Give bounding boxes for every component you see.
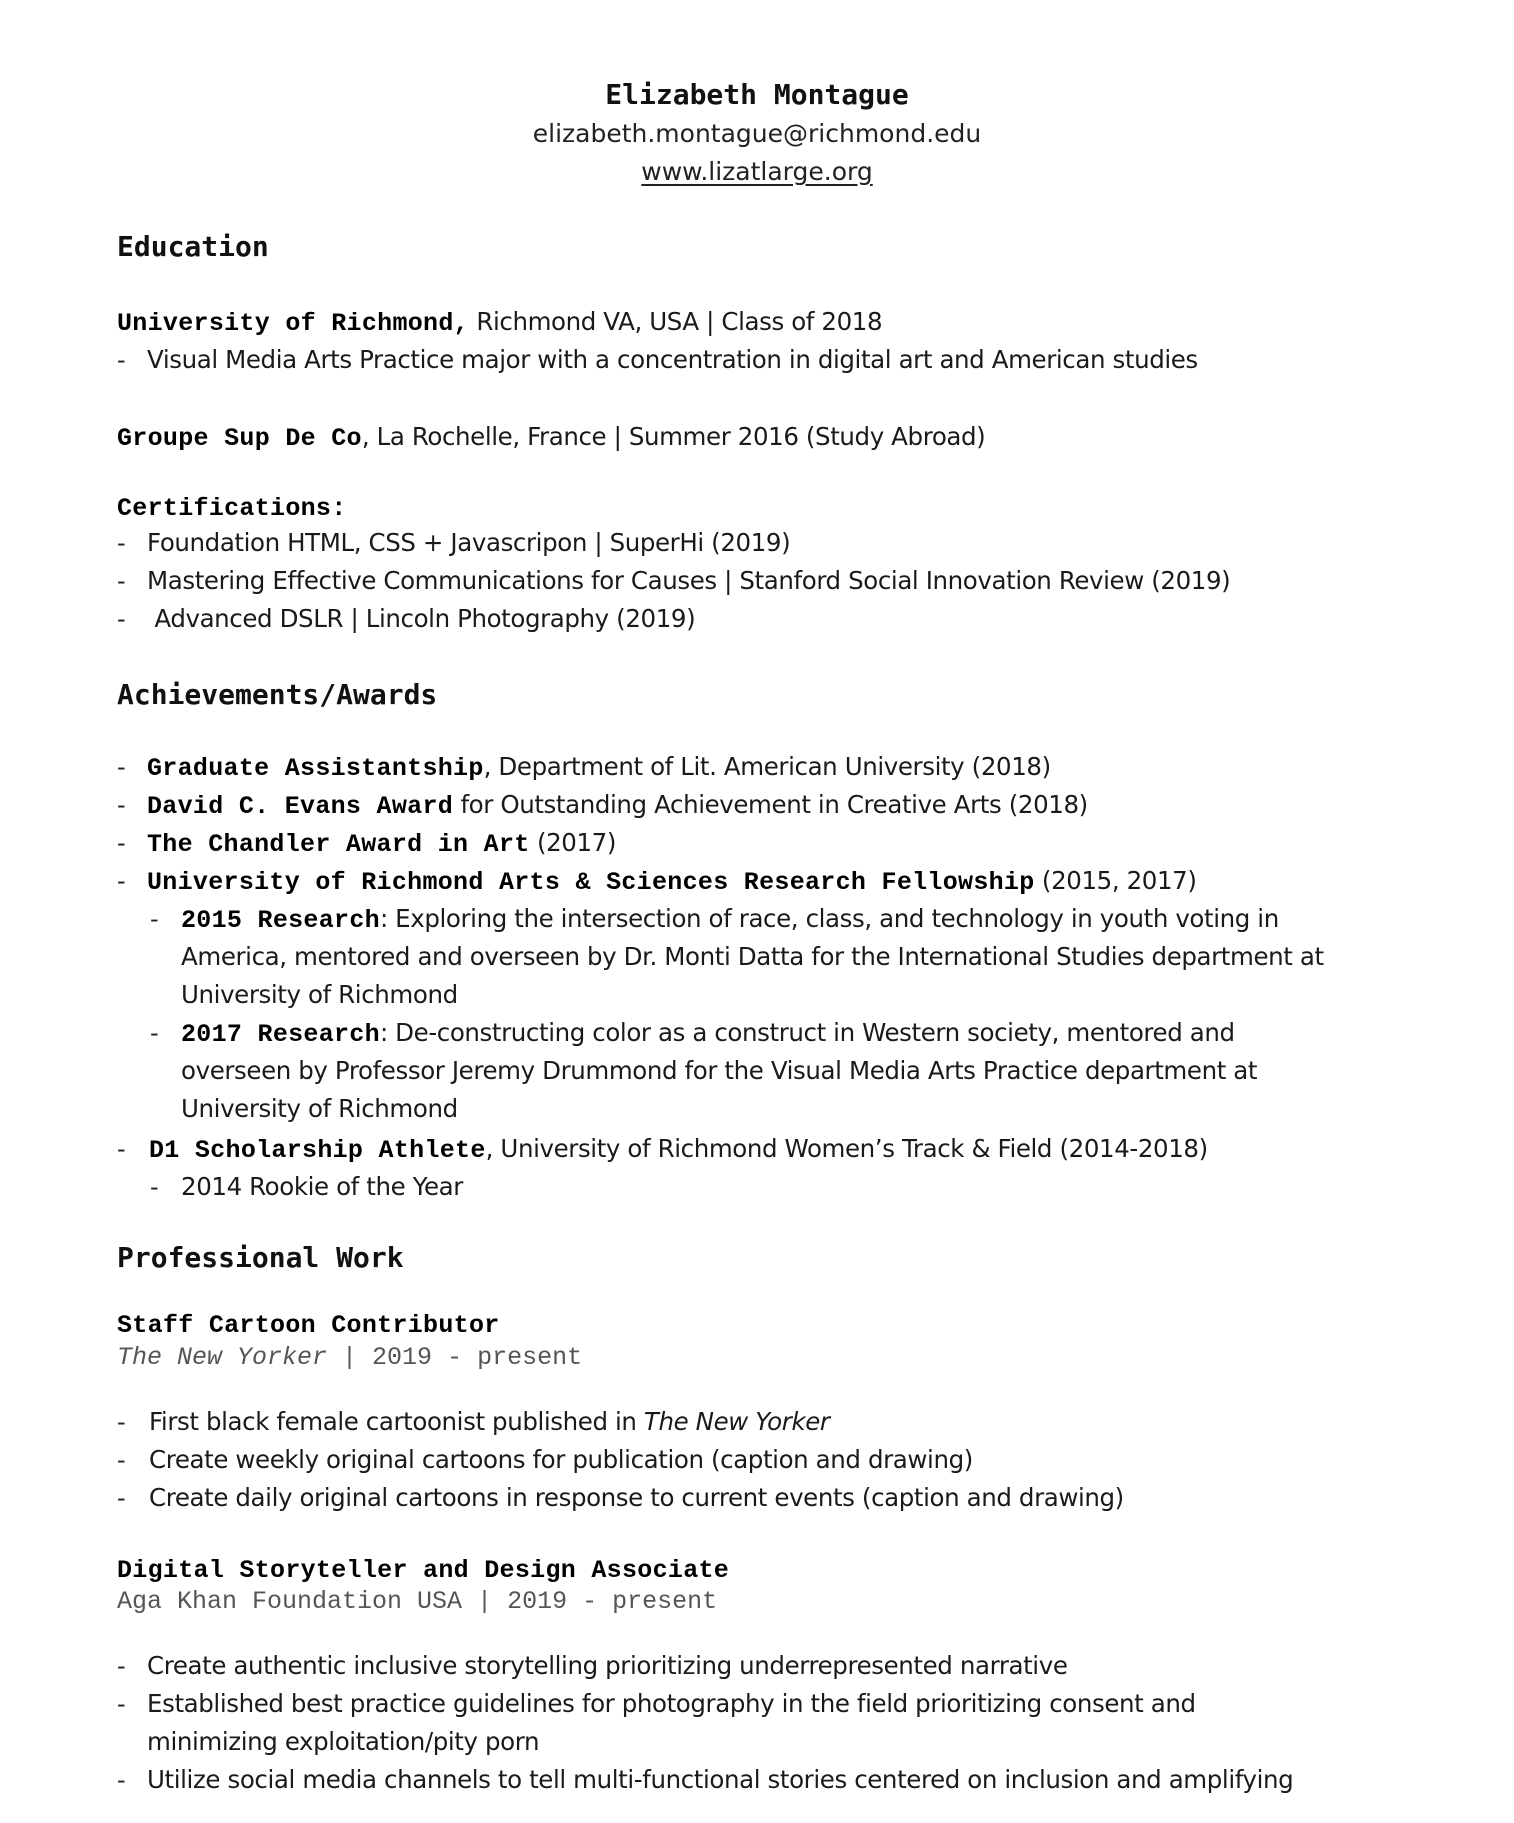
athlete-sub-item: 2014 Rookie of the Year <box>181 1172 463 1201</box>
job-title: Staff Cartoon Contributor <box>117 1311 500 1340</box>
bullet-dash: - <box>117 1408 126 1436</box>
award-title: D1 Scholarship Athlete <box>149 1136 486 1165</box>
award-item <box>147 828 616 862</box>
bullet-dash: - <box>117 1484 126 1512</box>
bullet-dash: - <box>117 829 126 857</box>
research-text-cont: America, mentored and overseen by Dr. Monti Datta for the International Studies department at <box>181 942 1324 971</box>
research-title: 2017 Research <box>181 1020 380 1049</box>
certification-item: Advanced DSLR | Lincoln Photography (2019) <box>147 604 696 633</box>
email-link[interactable]: elizabeth.montague@richmond.edu <box>532 119 982 148</box>
job-bullet: Create authentic inclusive storytelling prioritizing underrepresented narrative <box>147 1651 1068 1680</box>
award-item <box>147 866 1197 900</box>
sub-bullet-dash: - <box>150 1173 159 1201</box>
certification-item: Foundation HTML, CSS + Javascripon | SuperHi (2019) <box>147 528 791 557</box>
bullet-dash: - <box>117 791 126 819</box>
job-org-line: Aga Khan Foundation USA | 2019 - present <box>117 1587 718 1616</box>
job-org-line <box>117 1343 582 1373</box>
research-item <box>181 1018 1235 1052</box>
job-bullet: Utilize social media channels to tell multi-functional stories centered on inclusion and amplifying <box>147 1765 1294 1794</box>
award-title: Graduate Assistantship <box>147 754 484 783</box>
resume-name: Elizabeth Montague <box>605 78 909 111</box>
school-detail: Richmond VA, USA | Class of 2018 <box>468 307 883 336</box>
school-entry <box>117 307 882 341</box>
bullet-dash: - <box>117 605 126 633</box>
research-text-cont: University of Richmond <box>181 980 458 1009</box>
research-text-cont: overseen by Professor Jeremy Drummond for the Visual Media Arts Practice department at <box>181 1056 1258 1085</box>
job-org: The New Yorker <box>117 1343 328 1372</box>
award-item <box>147 752 1051 786</box>
job-dates: | 2019 - present <box>327 1343 583 1372</box>
school-entry <box>117 422 985 456</box>
award-item <box>147 790 1088 824</box>
research-text: : Exploring the intersection of race, class, and technology in youth voting in <box>379 904 1279 933</box>
section-heading-work: Professional Work <box>117 1241 404 1274</box>
award-title: The Chandler Award in Art <box>147 830 530 859</box>
job-title: Digital Storyteller and Design Associate <box>117 1556 730 1585</box>
certification-item: Mastering Effective Communications for Causes | Stanford Social Innovation Review (2019) <box>147 566 1231 595</box>
award-title: David C. Evans Award <box>147 792 454 821</box>
school-name: Groupe Sup De Co <box>117 424 362 453</box>
bullet-dash: - <box>117 567 126 595</box>
bullet-dash: - <box>117 1766 126 1794</box>
website-link[interactable]: www.lizatlarge.org <box>641 157 873 186</box>
bullet-dash: - <box>117 867 126 895</box>
job-bullet: Create daily original cartoons in response to current events (caption and drawing) <box>149 1483 1124 1512</box>
job-bullet: Established best practice guidelines for photography in the field prioritizing consent and <box>147 1689 1196 1718</box>
sub-bullet-dash: - <box>150 1019 159 1047</box>
sub-bullet-dash: - <box>150 905 159 933</box>
section-heading-education: Education <box>117 230 269 263</box>
research-text-cont: University of Richmond <box>181 1094 458 1123</box>
bullet-dash: - <box>117 753 126 781</box>
award-detail: (2017) <box>529 828 617 857</box>
school-bullet: Visual Media Arts Practice major with a concentration in digital art and American studies <box>147 345 1198 374</box>
publication-name: The New Yorker <box>643 1407 830 1436</box>
bullet-dash: - <box>117 529 126 557</box>
research-title: 2015 Research <box>181 906 380 935</box>
award-item <box>149 1134 1208 1168</box>
bullet-dash: - <box>117 1690 126 1718</box>
job-bullet: Create weekly original cartoons for publication (caption and drawing) <box>149 1445 973 1474</box>
award-detail: (2015, 2017) <box>1034 866 1197 895</box>
bullet-dash: - <box>117 1446 126 1474</box>
research-text: : De-constructing color as a construct in Western society, mentored and <box>379 1018 1235 1047</box>
section-heading-awards: Achievements/Awards <box>117 678 438 711</box>
research-item <box>181 904 1279 938</box>
job-bullet-text: First black female cartoonist published in <box>149 1407 644 1436</box>
job-bullet-cont: minimizing exploitation/pity porn <box>147 1727 540 1756</box>
award-detail: for Outstanding Achievement in Creative Arts (2018) <box>453 790 1088 819</box>
job-bullet <box>149 1407 830 1437</box>
certifications-label: Certifications: <box>117 494 347 523</box>
award-detail: , University of Richmond Women’s Track & Field (2014-2018) <box>485 1134 1208 1163</box>
school-detail: , La Rochelle, France | Summer 2016 (Study Abroad) <box>361 422 986 451</box>
bullet-dash: - <box>117 1135 126 1163</box>
award-title: University of Richmond Arts & Sciences Research Fellowship <box>147 868 1035 897</box>
bullet-dash: - <box>117 346 126 374</box>
school-name: University of Richmond, <box>117 309 469 338</box>
bullet-dash: - <box>117 1652 126 1680</box>
award-detail: , Department of Lit. American University (2018) <box>483 752 1051 781</box>
website-line <box>0 157 1514 191</box>
